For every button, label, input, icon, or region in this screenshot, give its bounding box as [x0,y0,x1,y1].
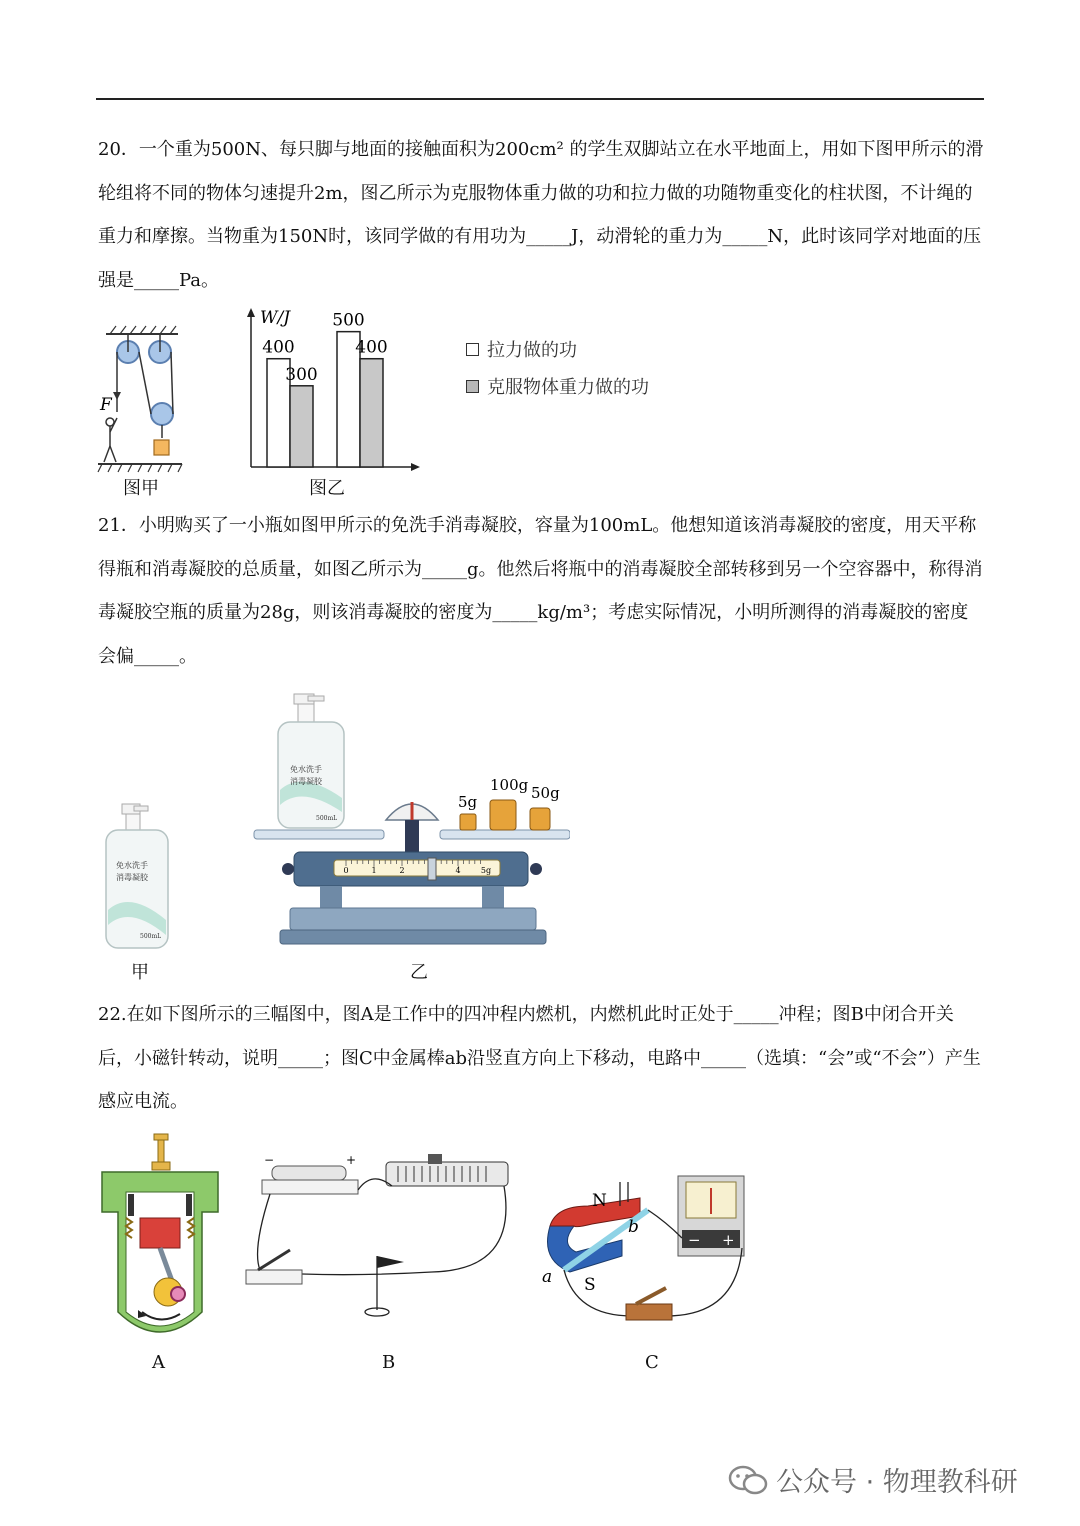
legend-item-useful-work [466,373,649,399]
figure-21-yi-caption: 乙 [410,962,428,983]
battery [272,1166,346,1180]
pulley-system-figure [96,322,186,474]
switch-c[interactable] [626,1304,672,1320]
svg-text:+: + [346,1153,357,1167]
ceiling [106,326,178,334]
scale-base [290,908,536,930]
balance-scale-figure [250,690,570,952]
spark-plug [152,1162,170,1170]
legend-swatch-white [466,343,479,356]
figure-21-jia-caption: 甲 [131,962,149,983]
weight-label: 50g [531,784,560,802]
ruler-tick-label: 5g [480,866,492,875]
scale-foot [280,930,546,944]
svg-text:−: − [264,1153,275,1167]
cylinder [126,1192,194,1326]
caption-b: B [382,1352,396,1373]
caption-c: C [645,1352,659,1373]
weight-5g [460,814,476,830]
bar-value-label: 400 [262,337,295,358]
force-label: F [100,395,112,415]
legend-label: 克服物体重力做的功 [487,377,649,398]
y-axis-label: W/J [260,308,291,328]
bar-value-label: 400 [355,337,388,358]
bottle-volume: 500mL [316,815,338,822]
y-axis-arrow [247,308,255,317]
right-knob[interactable] [530,863,542,875]
figure-yi-caption: 图乙 [309,478,345,499]
load-block [154,440,169,455]
bottle-text: 免水洗手 [290,765,322,774]
legend-item-pull-work [466,336,577,362]
watermark-text: 公众号 · 物理教科研 [776,1467,1018,1498]
bottle-text: 免水洗手 [116,861,148,870]
weight-50g [530,808,550,830]
weight-100g [490,800,516,830]
induction-c-figure [536,1166,756,1330]
student-figure [104,418,117,462]
figure-jia-caption: 图甲 [123,478,159,499]
left-pan [254,830,384,839]
svg-text:+: + [722,1231,735,1249]
weight-label: 100g [490,776,529,794]
compass-needle [377,1256,404,1268]
right-pan [440,830,570,839]
work-bar-chart [240,305,425,475]
switch-lever[interactable] [258,1250,290,1270]
rider [428,858,436,880]
circuit-b-figure [242,1150,518,1328]
question-22-text: 22.在如下图所示的三幅图中，图A是工作中的四冲程内燃机，内燃机此时正处于_____冲程；图B中闭合开关后，小磁针转动，说明_____；图C中金属棒ab沿竖直方向上下移动，电路中_____（选填：“会”或“不会”）产生感应电流。 [98,1004,981,1112]
rod-label-a: a [542,1267,553,1287]
legend-label: 拉力做的功 [487,340,577,361]
question-20-text: 20．一个重为500N、每只脚与地面的接触面积为200cm² 的学生双脚站立在水平地面上，用如下图甲所示的滑轮组将不同的物体匀速提升2m，图乙所示为克服物体重力做的功和拉力做的功随物重变化的柱状图，不计绳的重力和摩擦。当物重为150N时，该同学做的有用功为_____J，动滑轮的重力为_____N，此时该同学对地面的压强是_____Pa。 [98,139,984,291]
bottle-volume: 500mL [140,933,162,940]
slider[interactable] [428,1154,442,1164]
ruler-tick-label: 1 [371,866,377,875]
bar-value-label: 300 [285,364,318,385]
switch-base [246,1270,302,1284]
ruler-tick-label: 0 [343,866,349,875]
legend-swatch-gray [466,380,479,393]
bottle-text: 消毒凝胶 [116,873,148,882]
ruler-tick-label: 4 [455,866,461,875]
caption-a: A [152,1352,165,1373]
battery-box [262,1180,358,1194]
small-bottle-figure [100,800,176,952]
x-axis-arrow [411,463,420,471]
svg-text:−: − [688,1231,701,1249]
watermark [728,1460,1018,1499]
engine-figure [98,1132,222,1350]
bar-useful-work [290,386,313,467]
wechat-icon [728,1465,768,1495]
movable-pulley [151,403,173,425]
magnet-n-label: N [592,1191,607,1211]
bar-value-label: 500 [332,310,365,331]
left-knob[interactable] [282,863,294,875]
piston [140,1218,180,1248]
question-21-text: 21．小明购买了一小瓶如图甲所示的免洗手消毒凝胶，容量为100mL。他想知道该消毒凝胶的密度，用天平称得瓶和消毒凝胶的总质量，如图乙所示为_____g。他然后将瓶中的消毒凝胶全部转移到另一个空容器中，称得消毒凝胶空瓶的质量为28g，则该消毒凝胶的密度为_____kg/m³；考虑实际情况，小明所测得的消毒凝胶的密度会偏_____。 [98,515,983,667]
bar-useful-work [360,359,383,467]
bottle-text: 消毒凝胶 [290,777,322,786]
header-rule [96,98,984,100]
ruler-tick-label: 2 [399,866,405,875]
rheostat [386,1162,508,1186]
weight-label: 5g [458,793,478,811]
rod-label-b: b [628,1217,639,1237]
bottle-on-pan [278,694,344,828]
magnet-s-label: S [584,1275,596,1295]
